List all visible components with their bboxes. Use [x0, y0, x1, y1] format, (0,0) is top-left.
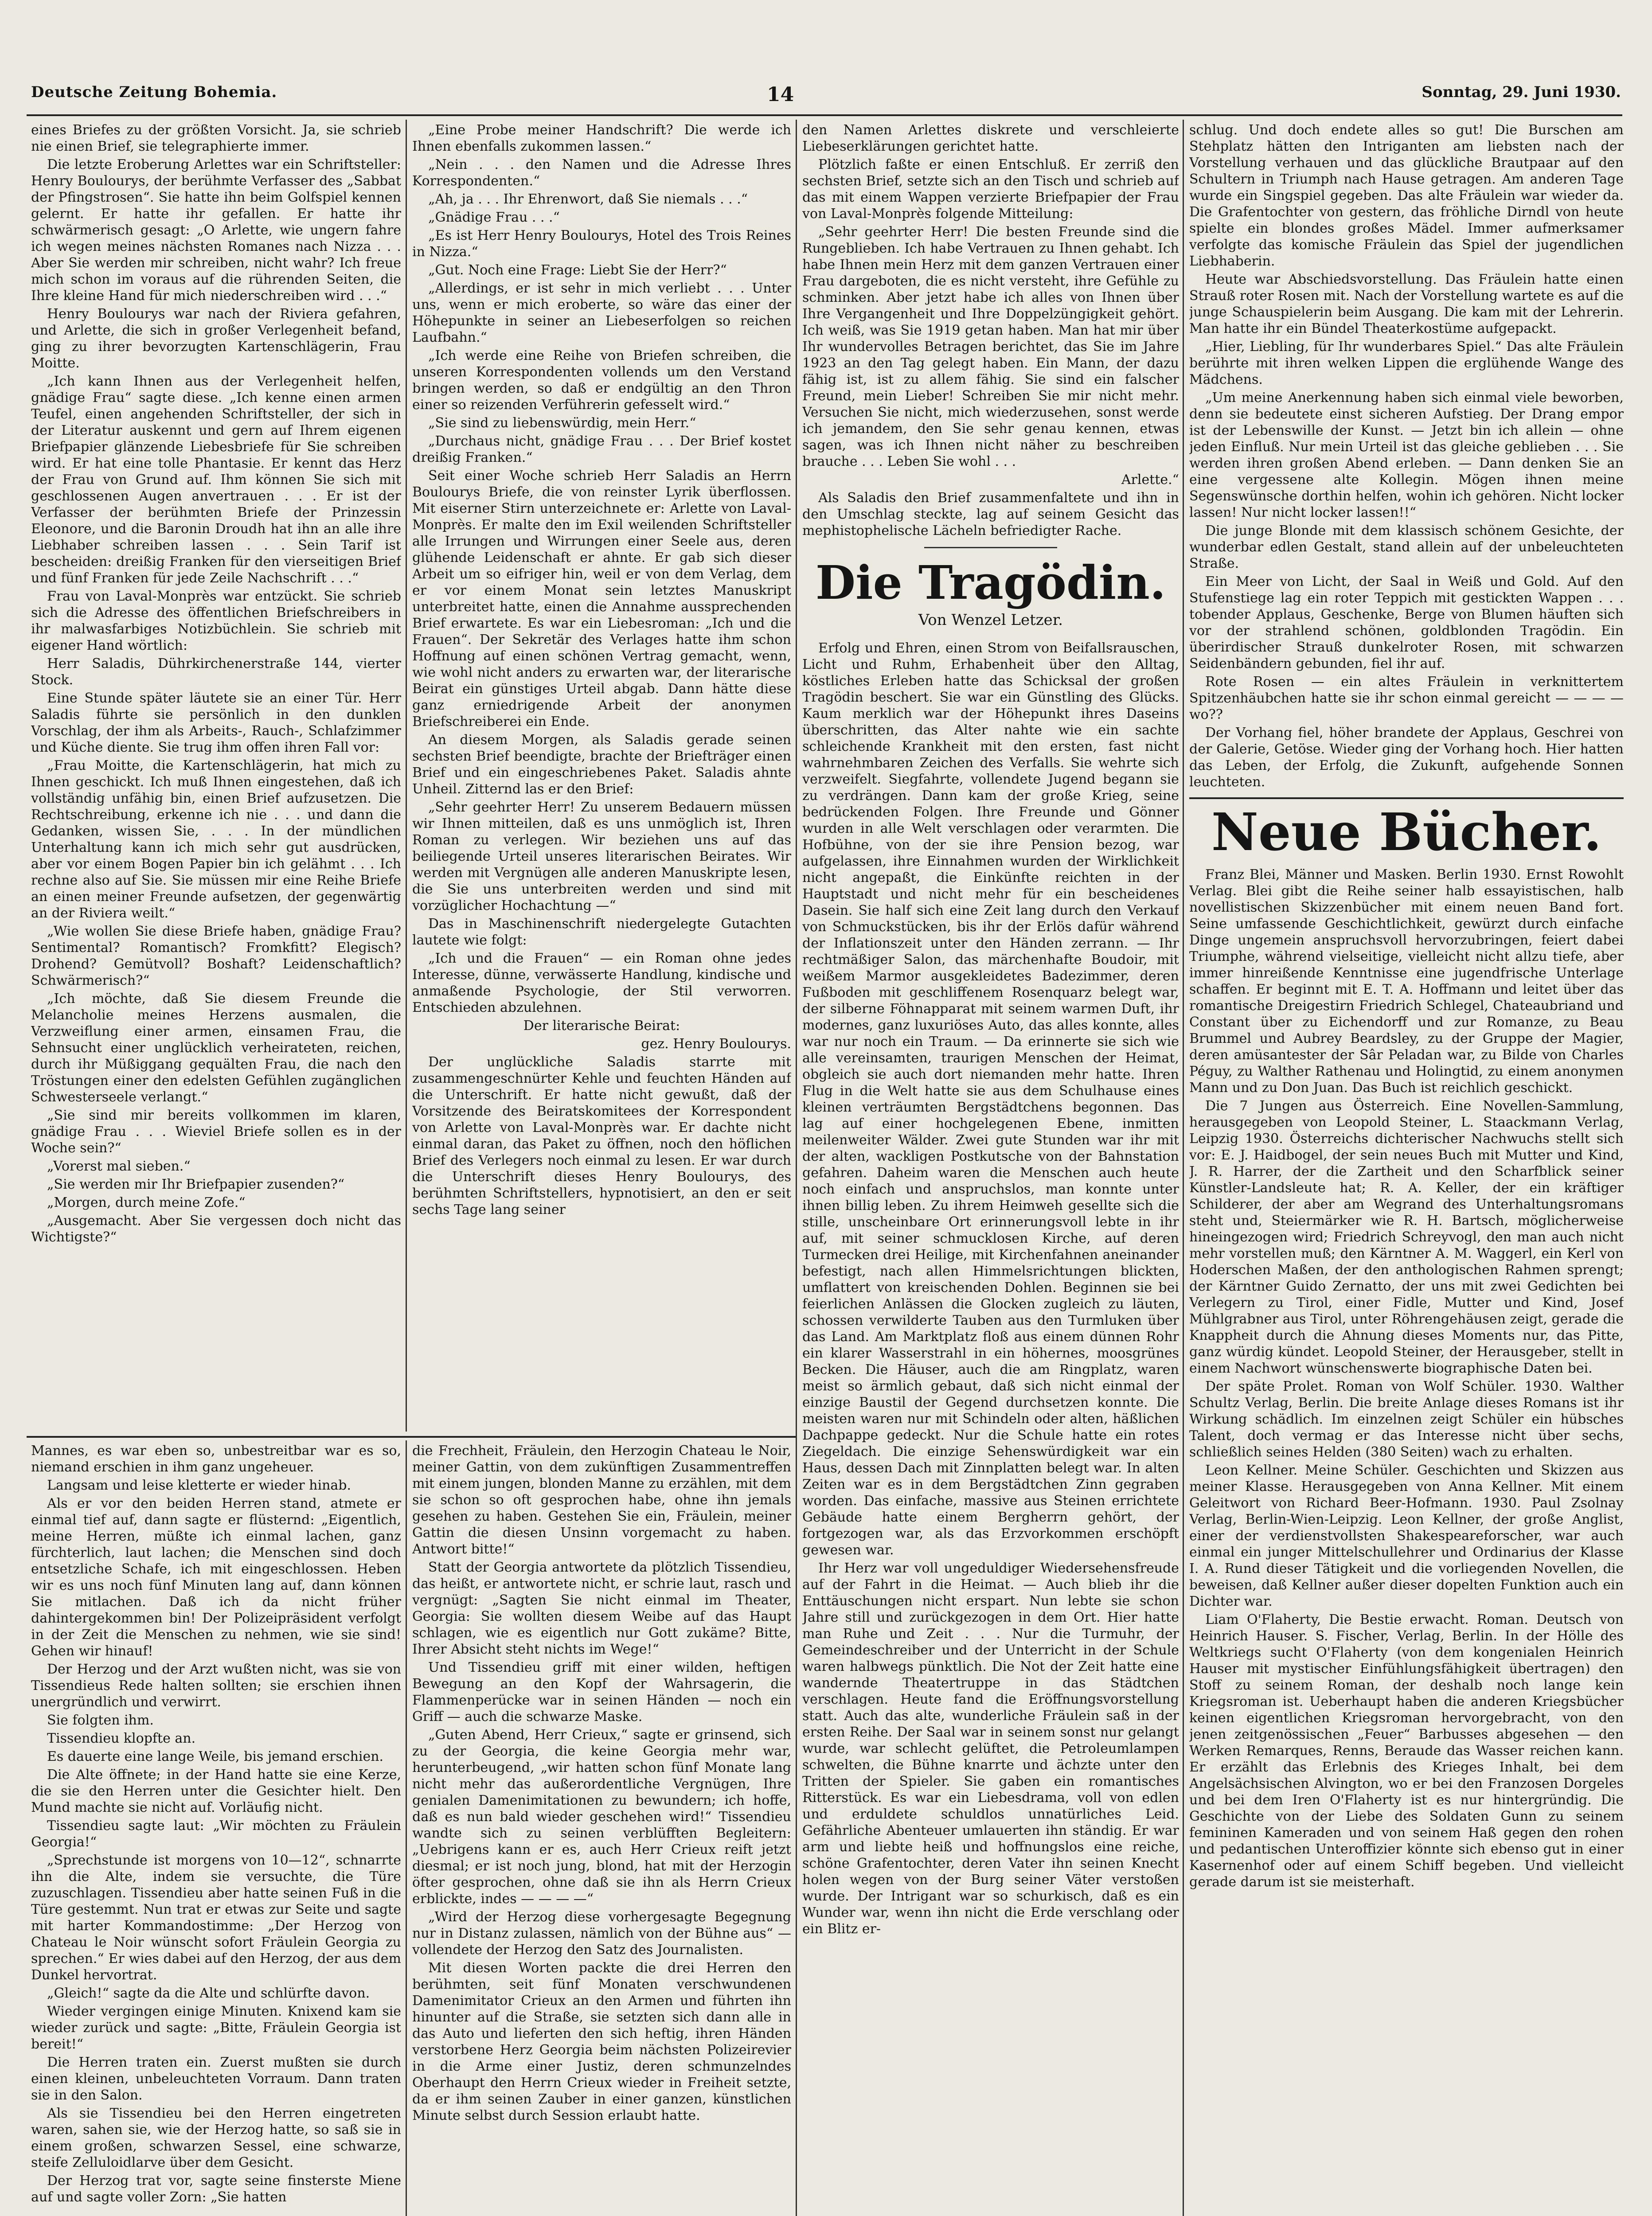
- paragraph: Ein Meer von Licht, der Saal in Weiß und Gold. Auf den Stufenstiege lag ein roter Teppich mit gestickten Wappen . . . tobender Applaus, Geschenke, Berge von Blumen häuften sich vor der strahlend schönen, goldblonden Tragödin. Ein überirdischer Strauß dunkelroter Rosen, mit schwarzen Seidenbändern gebunden, fiel ihr auf.: [1189, 574, 1624, 671]
- paragraph: „Nein . . . den Namen und die Adresse Ihres Korrespondenten.“: [412, 157, 791, 189]
- story-column-2: [412, 122, 791, 1432]
- paragraph: Rote Rosen — ein altes Fräulein in verknittertem Spitzenhäubchen hatte sie ihr schon einmal gereicht — — — — wo??: [1189, 674, 1624, 722]
- paragraph: Mannes, es war eben so, unbestreitbar war es so, niemand erschien in ihm ganz ungeheuer.: [31, 1443, 401, 1475]
- paragraph: Als Saladis den Brief zusammenfaltete und ihn in den Umschlag steckte, lag auf seinem Gesicht das mephistophelische Lächeln befriedigter Rache.: [802, 490, 1179, 538]
- story-column-3: [802, 122, 1179, 2216]
- paragraph: „Ah, ja . . . Ihr Ehrenwort, daß Sie niemals . . .“: [428, 191, 748, 207]
- paragraph: Frau von Laval-Monprès war entzückt. Sie schrieb sich die Adresse des öffentlichen Briefschreibers in ihr malwasfarbiges Notizbüchlein. Sie schrieb mit eigener Hand wörtlich:: [31, 589, 401, 653]
- paragraph: Sie folgten ihm.: [47, 1713, 154, 1728]
- masthead-title: Deutsche Zeitung Bohemia.: [31, 83, 277, 101]
- paragraph: Das in Maschinenschrift niedergelegte Gutachten lautete wie folgt:: [412, 916, 791, 948]
- paragraph: „Sie sind mir bereits vollkommen im klaren, gnädige Frau . . . Wieviel Briefe sollen es in der Woche sein?“: [31, 1108, 401, 1156]
- paragraph: Wieder vergingen einige Minuten. Knixend kam sie wieder zurück und sagte: „Bitte, Fräulein Georgia ist bereit!“: [31, 2004, 401, 2052]
- paragraph: den Namen Arlettes diskrete und verschleierte Liebeserklärungen gerichtet hatte.: [802, 122, 1179, 154]
- column-divider: [1183, 120, 1184, 2216]
- story-column-4: [1189, 122, 1624, 2216]
- paragraph: Der Herzog trat vor, sagte seine finsterste Miene auf und sagte voller Zorn: „Sie hatten: [31, 2173, 401, 2205]
- paragraph: Und Tissendieu griff mit einer wilden, heftigen Bewegung an den Kopf der Wahrsagerin, die Flammenperücke war in seinen Händen — noch ein Griff — auch die schwarze Maske.: [412, 1660, 791, 1724]
- paragraph: Heute war Abschiedsvorstellung. Das Fräulein hatte einen Strauß roter Rosen mit. Nach der Vorstellung wartete es auf die junge Schauspielerin beim Ausgang. Die kam mit der Lehrerin. Man hatte ihr ein Bündel Theaterkostüme aufgepackt.: [1189, 272, 1624, 336]
- paragraph: Erfolg und Ehren, einen Strom von Beifallsrauschen, Licht und Ruhm, Erhabenheit über den Alltag, köstliches Erleben hatte das Schicksal der großen Tragödin beschert. Sie war ein Günstling des Glücks. Kaum merklich war der Höhepunkt ihres Daseins überschritten, das Alter nahte wie ein sachte schleichende Krankheit mit den ersten, fast nicht wahrnehmbaren Zeichen des Verfalls. Sie wehrte sich verzweifelt. Siegfahrte, vollendete Jugend begann sie zu verdrängen. Dann kam der große Krieg, seine bedrückenden Folgen. Ihre Freunde und Gönner wurden in alle Welt verschlagen oder verarmten. Die Hofbühne, von der sie ihre Pension bezog, war aufgelassen, ihre Einnahmen wurden der Wirklichkeit nicht angepaßt, die Einkünfte reichten in der Hauptstadt und nicht mehr für ein bescheidenes Dasein. Sie half sich eine Zeit lang durch den Verkauf von Schmuckstücken, bis ihr der Erlös dafür während der Inflationszeit unter den Händen zerrann. — Ihr rechtmäßiger Salon, das märchenhafte Boudoir, mit weißem Marmor ausgekleidetes Badezimmer, deren Fußboden mit geschliffenem Rosenquarz belegt war, der silberne Föhnapparat mit seinem warmen Duft, ihr modernes, ganz luxuriöses Auto, das alles konnte, alles war nur noch ein Traum. — Da erinnerte sie sich wie alle vereinsamten, traurigen Menschen der Heimat, obgleich sie auch dort niemanden mehr hatte. Ihren Flug in die Welt hatte sie aus dem Schulhause eines kleinen verträumten Bergstädtchens begonnen. Das lag auf einer hochgelegenen Ebene, inmitten meilenweiter Wälder. Zwei gute Stunden war ihr mit der alten, wackligen Postkutsche von der Bahnstation gefahren. Daheim waren die Menschen auch heute noch einfach und anspruchslos, man konnte unter ihnen billig leben. Zu ihrem Heimweh gesellte sich die stille, unscheinbare Ort erinnerungsvoll lebte in ihr auf, mit seiner schmucklosen Kirche, auf deren Turmecken drei Heilige, mit Kirchenfahnen aneinander befestigt, nach allen Himmelsrichtungen blickten, umflattert von kreischenden Dohlen. Beginnen sie bei feierlichen Anlässen die Glocken zugleich zu läuten, schossen verwilderte Tauben aus den Turmluken über das Land. Am Marktplatz floß aus einem dünnen Rohr ein klarer Wasserstrahl in ein höhernes, moosgrünes Becken. Die Häuser, auch die am Ringplatz, waren meist so ärmlich gebaut, daß sich nicht einmal der einzige Baustil der Gegend durchsetzen konnte. Die meisten waren nur mit Schindeln oder alten, häßlichen Dachpappe gedeckt. Nur die Schule hatte ein rotes Ziegeldach. Die einzige Sehenswürdigkeit war ein Haus, dessen Dach mit Zinnplatten belegt war. In alten Zeiten war es in dem Bergstädtchen Zinn gegraben worden. Das einfache, massive aus Steinen errichtete Gebäude hatte einem Bergherrn gehört, der fortgezogen war, als das Erzvorkommen erschöpft gewesen war.: [802, 640, 1179, 1558]
- paragraph: „Es ist Herr Henry Boulourys, Hotel des Trois Reines in Nizza.“: [412, 228, 791, 260]
- paragraph: „Gut. Noch eine Frage: Liebt Sie der Herr?“: [428, 262, 727, 278]
- paragraph: Tissendieu sagte laut: „Wir möchten zu Fräulein Georgia!“: [31, 1818, 401, 1850]
- book-review: Liam O'Flaherty, Die Bestie erwacht. Roman. Deutsch von Heinrich Hauser. S. Fischer, Verlag, Berlin. In der Hölle des Weltkriegs sucht O'Flaherty (von dem kongenialen Heinrich Hauser mit mystischer Einfühlungsfähigkeit übertragen) den Stoff zu seinem Roman, der deshalb noch lange kein Kriegsroman ist. Ueberhaupt haben die anderen Kriegsbücher keinen eigentlichen Kriegsroman hervorgebracht, von den jenen zeitgenössischen „Feuer“ Barbusses abgesehen — den Werken Remarques, Renns, Beraude das Wasser reichen kann. Er erzählt das Erlebnis des Krieges Inhalt, bei dem Angelsächsischen Alvington, wo er bei den Franzosen Dorgeles und bei dem Iren O'Flaherty ist es nur hintergründig. Die Geschichte von der Liebe des Soldaten Gunn zu seinem femininen Kameraden und von seinem Haß gegen den rohen und pedantischen Unteroffizier könnte sich ebenso gut in einer Kasernenhof oder auf einem Schiff begeben. Und vielleicht gerade darum ist sie meisterhaft.: [1189, 1612, 1624, 1890]
- paragraph: „Sie werden mir Ihr Briefpapier zusenden?“: [47, 1177, 345, 1192]
- paragraph: „Ich kann Ihnen aus der Verlegenheit helfen, gnädige Frau“ sagte diese. „Ich kenne einen armen Teufel, einen angehenden Schriftsteller, der sich in der Literatur auskennt und gern auf Ihrem eigenen Briefpapier glänzende Liebesbriefe für Sie schreiben wird. Er hat eine tolle Phantasie. Er kennt das Herz der Frau von Grund auf. Ihm können Sie sich mit geschlossenen Augen anvertrauen . . . Er ist der Verfasser der berühmten Briefe der Prinzessin Eleonore, und die Baronin Droudh hat ihn an alle ihre Liebhaber schreiben lassen . . . Sein Tarif ist bescheiden: dreißig Franken für den vierseitigen Brief und fünf Franken für jede Zeile Nachschrift . . .“: [31, 374, 401, 586]
- paragraph: Die Herren traten ein. Zuerst mußten sie durch einen kleinen, unbeleuchteten Vorraum. Dann traten sie in den Salon.: [31, 2055, 401, 2103]
- paragraph: Plötzlich faßte er einen Entschluß. Er zerriß den sechsten Brief, setzte sich an den Tisch und schrieb auf das mit einem Wappen verzierte Briefpapier der Frau von Laval-Monprès folgende Mitteilung:: [802, 157, 1179, 222]
- book-review: Franz Blei, Männer und Masken. Berlin 1930. Ernst Rowohlt Verlag. Blei gibt die Reihe seiner halb essayistischen, halb novellistischen Skizzenbücher mit einem neuen Band fort. Seine umfassende Geschichtlichkeit, gewürzt durch einfache Dinge ungemein anspruchsvoll hervorzubringen, feiert dabei Triumphe, während vielseitige, vielleicht nicht allzu tiefe, aber immer hinreißende Kenntnisse eine jugendfrische Unterlage schaffen. Er beginnt mit E. T. A. Hoffmann und leitet über das romantische Dreigestirn Friedrich Schlegel, Chateaubriand und Constant über zu Eichendorff und zur Romanze, zu Beau Brummel und Aubrey Beardsley, zu der Gruppe der Magier, deren amüsantester der Sâr Peladan war, zu Bilde von Charles Péguy, zu Walther Rathenau und Holingtid, zu einem anonymen Mann und zu Don Juan. Das Buch ist reichlich geschickt.: [1189, 867, 1624, 1096]
- paragraph: Eine Stunde später läutete sie an einer Tür. Herr Saladis führte sie persönlich in den dunklen Vorschlag, der ihm als Arbeits-, Rauch-, Schlafzimmer und Küche diente. Sie trug ihm offen ihren Fall vor:: [31, 691, 401, 755]
- paragraph: „Sehr geehrter Herr! Zu unserem Bedauern müssen wir Ihnen mitteilen, daß es uns unmöglich ist, Ihren Roman zu verlegen. Wir beziehen uns auf das beiliegende Urteil unseres literarischen Beirates. Wir werden mit Vergnügen alle anderen Manuskripte lesen, die Sie uns unterbreiten werden und sind mit vorzüglicher Hochachtung —“: [412, 800, 791, 913]
- section-title: Neue Bücher.: [1211, 802, 1602, 862]
- paragraph: Als er vor den beiden Herren stand, atmete er einmal tief auf, dann sagte er flüsternd: „Eigentlich, meine Herren, müßte ich einmal lachen, ganz fürchterlich, laut lachen; die Menschen sind doch entsetzliche Schafe, ich mit eingeschlossen. Heben wir es uns noch fünf Minuten lang auf, dann können Sie mitlachen. Daß ich da nicht früher dahintergekommen bin! Der Polizeipräsident verfolgt in der Zeit die Menschen zu nehmen, wie sie sind! Gehen wir hinauf!: [31, 1496, 401, 1659]
- page-number: 14: [767, 83, 794, 106]
- paragraph: „Ausgemacht. Aber Sie vergessen doch nicht das Wichtigste?“: [31, 1213, 401, 1245]
- book-review: Die 7 Jungen aus Österreich. Eine Novellen-Sammlung, herausgegeben von Leopold Steiner, L. Staackmann Verlag, Leipzig 1930. Österreichs dichterischer Nachwuchs stellt sich vor: E. J. Haidbogel, der sein neues Buch mit Mutter und Kind, J. R. Harrer, der die Zartheit und den Scharfblick seiner Künstler-Landsleute hat; R. A. Keller, der ein kräftiger Schilderer, der aber am Wegrand des Unterhaltungsromans steht und, Steiermärker wie R. H. Bartsch, möglicherweise hineingezogen wird; Friedrich Schreyvogl, den man auch nicht mehr vorstellen muß; den Kärntner A. M. Waggerl, ein Kerl von Hoderschen Maßen, der den anthologischen Rahmen sprengt; der Kärntner Guido Zernatto, der uns mit zwei Gedichten bei Verlegern zu Tirol, einer Fidle, Mutter und Kind, Josef Mühlgrabner aus Tirol, unter Röhrengehäusen zeigt, gerade die Knappheit durch die Ahnung dieses Moments nur, das Pitte, ganz würdig kündet. Leopold Steiner, der Herausgeber, stellt in einem Nachwort wünschenswerte biographische Daten bei.: [1189, 1098, 1624, 1376]
- feuilleton-column-1: [31, 1443, 401, 2216]
- paragraph: Es dauerte eine lange Weile, bis jemand erschien.: [47, 1749, 384, 1764]
- paragraph: „Ich werde eine Reihe von Briefen schreiben, die unseren Korrespondenten vollends um den Verstand bringen werden, so daß er endgültig an den Thron einer so reizenden Verführerin gefesselt wird.“: [412, 348, 791, 413]
- column-divider: [406, 120, 407, 1432]
- feuilleton-rule: [27, 1436, 796, 1438]
- paragraph: „Guten Abend, Herr Crieux,“ sagte er grinsend, sich zu der Georgia, die keine Georgia mehr war, herunterbeugend, „wir hatten schon fünf Monate lang nicht mehr das außerordentliche Vergnügen, Ihre genialen Damenimitationen zu bewundern; ich hoffe, daß es nun bald wieder geschehen wird!“ Tissendieu wandte sich zu seinen verblüfften Begleitern: „Uebrigens kann er es, auch Herr Crieux reift jetzt diesmal; er ist noch jung, blond, hat mit der Herzogin öfter gesprochen, ohne daß sie ihn als Herrn Crieux erblickte, indes — — — —“: [412, 1727, 791, 1907]
- feuilleton-column-2: [412, 1443, 791, 2216]
- paragraph: „Wird der Herzog diese vorhergesagte Begegnung nur in Distanz zulassen, nämlich von der Bühne aus“ — vollendete der Herzog den Satz des Journalisten.: [412, 1909, 791, 1958]
- paragraph: Die letzte Eroberung Arlettes war ein Schriftsteller: Henry Boulourys, der berühmte Verfasser des „Sabbat der Pfingstrosen“. Sie hatte ihn beim Golfspiel kennen gelernt. Er hatte ihr gefallen. Er hatte ihr schwärmerisch gesagt: „O Arlette, wie ungern fahre ich wegen meines nächsten Romanes nach Nizza . . . Aber Sie werden mir schreiben, nicht wahr? Ich freue mich schon im voraus auf die rührenden Seiten, die Ihre kleine Hand für mich niederschreiben wird . . .“: [31, 157, 401, 304]
- section-rule: [1189, 797, 1624, 799]
- paragraph: „Ich möchte, daß Sie diesem Freunde die Melancholie meines Herzens ausmalen, die Verzweiflung einer armen, einsamen Frau, die Sehnsucht einer unglücklich verheirateten, reichen, durch ihr Müßiggang gequälten Frau, die nach den Tröstungen einer den edelsten Gefühlen zugänglichen Schwesterseele verlangt.“: [31, 991, 401, 1105]
- paragraph: Langsam und leise kletterte er wieder hinab.: [47, 1478, 351, 1493]
- paragraph: An diesem Morgen, als Saladis gerade seinen sechsten Brief beendigte, brachte der Briefträger einen Brief und ein eingeschriebenes Paket. Saladis ahnte Unheil. Zitternd las er den Brief:: [412, 732, 791, 797]
- paragraph: Tissendieu klopfte an.: [47, 1731, 196, 1746]
- paragraph: „Ich und die Frauen“ — ein Roman ohne jedes Interesse, dünne, verwässerte Handlung, kindische und anmaßende Psychologie, der Stil verworren. Entschieden abzulehnen.: [412, 951, 791, 1015]
- story-column-1: [31, 122, 401, 1432]
- paragraph: „Wie wollen Sie diese Briefe haben, gnädige Frau? Sentimental? Romantisch? Fromkfitt? Elegisch? Drohend? Gemütvoll? Boshaft? Leidenschaftlich? Schwärmerisch?“: [31, 924, 401, 988]
- signature: Arlette.“: [1121, 472, 1179, 488]
- paragraph: „Sehr geehrter Herr! Die besten Freunde sind die Rungeblieben. Ich habe Vertrauen zu Ihnen gehabt. Ich habe Ihnen mein Herz mit dem ganzen Vertrauen einer Frau dargeboten, die es nicht versteht, ihre Gefühle zu schminken. Aber jetzt habe ich alles von Ihnen über Ihre Vergangenheit und Ihre Doppelzüngigkeit gehört. Ich weiß, was Sie 1919 getan haben. Man hat mir über Ihr wundervolles Betragen berichtet, das Sie im Jahre 1923 an den Tag gelegt haben. Ein Mann, der dazu fähig ist, ist zu allem fähig. Sie sind ein falscher Freund, mein Lieber! Schreiben Sie mir nicht mehr. Versuchen Sie nicht, mich wiederzusehen, sonst werde ich jemandem, den Sie sehr genau kennen, etwas sagen, was ich Ihnen nicht näher zu beschreiben brauche . . . Leben Sie wohl . . .: [802, 224, 1179, 469]
- paragraph: „Vorerst mal sieben.“: [47, 1159, 191, 1174]
- paragraph: eines Briefes zu der größten Vorsicht. Ja, sie schrieb nie einen Brief, sie telegraphierte immer.: [31, 122, 401, 154]
- paragraph: „Gnädige Frau . . .“: [428, 210, 560, 225]
- header-rule: [27, 114, 1622, 116]
- paragraph: Henry Boulourys war nach der Riviera gefahren, und Arlette, die sich in großer Verlegenheit befand, ging zu ihrer bevorzugten Kartenschlägerin, Frau Moitte.: [31, 306, 401, 371]
- column-divider: [406, 1440, 407, 2216]
- paragraph: „Sie sind zu liebenswürdig, mein Herr.“: [428, 415, 696, 431]
- paragraph: Seit einer Woche schrieb Herr Saladis an Herrn Boulourys Briefe, die von reinster Lyrik überflossen. Mit eiserner Stirn unterzeichnete er: Arlette von Laval-Monprès. Er malte den im Exil weilenden Schriftsteller alle Irrungen und Wirrungen einer Seele aus, deren glühende Leidenschaft er ahnte. Er gab sich dieser Arbeit um so eifriger hin, weil er von dem Verlag, dem er vor einem Monat sein letztes Manuskript unterbreitet hatte, einen die Annahme aussprechenden Brief erwartete. Es war ein Liebesroman: „Ich und die Frauen“. Der Sekretär des Verlages hatte ihm schon Hoffnung auf einen schönen Vertrag gemacht, wenn, wie wohl nicht anders zu erwarten war, der literarische Beirat ein günstiges Urteil abgab. Dann hätte diese ganz erniedrigende Arbeit der anonymen Briefschreiberei ein Ende.: [412, 468, 791, 730]
- paragraph: „Frau Moitte, die Kartenschlägerin, hat mich zu Ihnen geschickt. Ich muß Ihnen eingestehen, daß ich vollständig unfähig bin, einen Brief aufzusetzen. Die Rechtschreibung, erkenne ich nie . . . und dann die Gedanken, wissen Sie, . . . In der mündlichen Unterhaltung kann ich mich sehr gut ausdrücken, aber vor einem Bogen Papier bin ich gelähmt . . . Ich rechne also auf Sie. Sie müssen mir eine Reihe Briefe an einen meiner Freunde aufsetzen, der gegenwärtig an der Riviera weilt.“: [31, 758, 401, 921]
- issue-date: Sonntag, 29. Juni 1930.: [1422, 83, 1621, 101]
- paragraph: „Durchaus nicht, gnädige Frau . . . Der Brief kostet dreißig Franken.“: [412, 433, 791, 465]
- paragraph: Mit diesen Worten packte die drei Herren den berühmten, seit fünf Monaten verschwundenen Damenimitator Crieux an den Armen und führten ihn hinunter auf die Straße, sie setzten sich dann alle in das Auto und lieferten den sich heftig, ihren Händen verstorbene Herz Georgia beim nächsten Polizeirevier in die Arme einer Justiz, deren schmunzelndes Oberhaupt den Herrn Crieux wieder in Freiheit setzte, da er ihm seinen Zauber in einer ganzen, künstlichen Minute selbst durch Session erlaubt hatte.: [412, 1960, 791, 2123]
- paragraph: „Gleich!“ sagte da die Alte und schlürfte davon.: [47, 1986, 370, 2001]
- paragraph: „Um meine Anerkennung haben sich einmal viele beworben, denn sie bedeutete einst sicheren Aufstieg. Der Drang empor ist der Lebenswille der Kunst. — Jetzt bin ich allein — ohne jeden Einfluß. Nur mein Urteil ist das gleiche geblieben . . . Sie werden ihren großen Abend erleben. — Dann denken Sie an eine vergessene alte Kollegin. Mögen ihnen meine Segenswünsche dorthin helfen, wohin ich gehören. Nicht locker lassen! Nur nicht locker lassen!!“: [1189, 390, 1624, 520]
- paragraph: schlug. Und doch endete alles so gut! Die Burschen am Stehplatz hätten den Intriganten am liebsten nach der Vorstellung verhauen und das glückliche Brautpaar auf den Schultern in Triumph nach Hause getragen. Am anderen Tage wurde ein Singspiel gegeben. Das alte Fräulein war wieder da. Die Grafentochter von gestern, das fröhliche Dirndl von heute spielte ein blondes großes Mädel. Immer aufmerksamer verfolgte das komische Fräulein das Spiel der jugendlichen Liebhaberin.: [1189, 122, 1624, 269]
- paragraph: Die junge Blonde mit dem klassisch schönem Gesichte, der wunderbar edlen Gestalt, stand allein auf der unbeleuchteten Straße.: [1189, 523, 1624, 571]
- paragraph: „Eine Probe meiner Handschrift? Die werde ich Ihnen ebenfalls zukommen lassen.“: [412, 122, 791, 154]
- section-rule: [924, 547, 1057, 548]
- paragraph: Der Herzog und der Arzt wußten nicht, was sie von Tissendieus Rede halten sollten; sie erschien ihnen unergründlich und verwirrt.: [31, 1662, 401, 1710]
- column-divider: [796, 120, 797, 2216]
- signature-heading: Der literarische Beirat:: [523, 1018, 680, 1034]
- paragraph: „Allerdings, er ist sehr in mich verliebt . . . Unter uns, wenn er mich eroberte, so wäre das einer der Höhepunkte in seiner an Liebeserfolgen so reichen Laufbahn.“: [412, 281, 791, 345]
- paragraph: „Morgen, durch meine Zofe.“: [47, 1195, 246, 1210]
- paragraph: Statt der Georgia antwortete da plötzlich Tissendieu, das heißt, er antwortete nicht, er schrie laut, rasch und vergnügt: „Sagten Sie nicht einmal im Theater, Georgia: Sie wollten diesem Weibe auf das Haupt schlagen, wie es eigentlich nur Gott zukäme? Bitte, Ihrer Absicht steht nichts im Wege!“: [412, 1560, 791, 1657]
- book-review: Leon Kellner. Meine Schüler. Geschichten und Skizzen aus meiner Klasse. Herausgegeben von Anna Kellner. Mit einem Geleitwort von Richard Beer-Hofmann. 1930. Paul Zsolnay Verlag, Berlin-Wien-Leipzig. Leon Kellner, der große Anglist, einer der verdienstvollsten Shakespeareforscher, war auch einmal ein junger Mittelschullehrer und Ordinarius der Klasse I. A. Rund dieser Tätigkeit und die vorliegenden Novellen, die beweisen, daß Kellner außer dieser dopelten Funktion auch ein Dichter war.: [1189, 1463, 1624, 1609]
- story-title: Die Tragödin.: [815, 555, 1166, 610]
- paragraph: „Hier, Liebling, für Ihr wunderbares Spiel.“ Das alte Fräulein berührte mit ihren welken Lippen die erglühende Wange des Mädchens.: [1189, 339, 1624, 387]
- paragraph: „Sprechstunde ist morgens von 10—12“, schnarrte ihn die Alte, indem sie versuchte, die Türe zuzuschlagen. Tissendieu aber hatte seinen Fuß in die Türe gestemmt. Nun trat er etwas zur Seite und sagte mit harter Kommandostimme: „Der Herzog von Chateau le Noir wünscht sofort Fräulein Georgia zu sprechen.“ Er wies dabei auf den Herzog, der aus dem Dunkel hervortrat.: [31, 1853, 401, 1983]
- book-review: Der späte Prolet. Roman von Wolf Schüler. 1930. Walther Schultz Verlag, Berlin. Die breite Anlage dieses Romans ist ihr Wirkung schädlich. Im einzelnen zeigt Schüler ein hübsches Talent, doch vermag er das Interesse nicht über sechs, schließlich seines Helden (380 Seiten) wach zu erhalten.: [1189, 1379, 1624, 1460]
- signature: gez. Henry Boulourys.: [641, 1036, 791, 1052]
- paragraph: Der Vorhang fiel, höher brandete der Applaus, Geschrei von der Galerie, Getöse. Wieder ging der Vorhang hoch. Hier hatten das Leben, der Erfolg, die Zukunft, aufgehende Sonnen leuchteten.: [1189, 725, 1624, 790]
- paragraph: die Frechheit, Fräulein, den Herzogin Chateau le Noir, meiner Gattin, von dem zukünftigen Zusammentreffen mit einem jungen, blonden Manne zu erzählen, mit dem sie schon so oft gesprochen habe, ohne ihn jemals gesehen zu haben. Gestehen Sie ein, Fräulein, meiner Gattin die diesen Unsinn vorgemacht zu haben. Antwort bitte!“: [412, 1443, 791, 1557]
- story-author: Von Wenzel Letzer.: [918, 611, 1063, 629]
- paragraph: Als sie Tissendieu bei den Herren eingetreten waren, sahen sie, wie der Herzog hatte, so saß sie in einem großen, schwarzen Sessel, eine schwarze, steife Zelluloidlarve über dem Gesicht.: [31, 2106, 401, 2170]
- paragraph: Ihr Herz war voll ungeduldiger Wiedersehensfreude auf der Fahrt in die Heimat. — Auch blieb ihr die Enttäuschungen nicht erspart. Nun lebte sie schon Jahre still und zurückgezogen in dem Ort. Hier hatte man Ruhe und Zeit . . . Nur die Turmuhr, der Gemeindeschreiber und der Unterricht in der Schule waren halbwegs pünktlich. Die Not der Zeit hatte eine wandernde Theatertruppe in das Städtchen verschlagen. Heute fand die Eröffnungsvorstellung statt. Auch das alte, wunderliche Fräulein saß in der ersten Reihe. Der Saal war in seinem sonst nur gelangt wurde, war schlecht gelüftet, die Petroleumlampen schwelten, die Bühne knarrte und ächzte unter den Tritten der Spieler. Sie gaben ein romantisches Ritterstück. Es war ein Liebesdrama, voll von edlen und erduldete schuldlos unnatürliches Leid. Gefährliche Abenteuer umlauerten ihn ständig. Er war arm und liebte heiß und hoffnungslos eine reiche, schöne Grafentochter, deren Vater ihn seinen Knecht holen wegen von der Burg seiner Väter verstoßen wurde. Der Intrigant war so schurkisch, daß es ein Wunder war, wenn ihn nicht die Erde verschlang oder ein Blitz er-: [802, 1561, 1179, 1937]
- paragraph: Der unglückliche Saladis starrte mit zusammengeschnürter Kehle und feuchten Händen auf die Unterschrift. Er hatte nicht gewußt, daß der Vorsitzende des Beiratskomitees der Korrespondent von Arlette von Laval-Monprès war. Er dachte nicht einmal daran, das Paket zu öffnen, noch den höflichen Brief des Verlegers noch einmal zu lesen. Er war durch die Unterschrift dieses Henry Boulourys, des berühmten Schriftstellers, hypnotisiert, an den er seit sechs Tage lang seiner: [412, 1054, 791, 1217]
- paragraph: Herr Saladis, Dührkirchenerstraße 144, vierter Stock.: [31, 656, 401, 688]
- paragraph: Die Alte öffnete; in der Hand hatte sie eine Kerze, die sie den Herren unter die Gesichter hielt. Den Mund machte sie nicht auf. Vorläufig nicht.: [31, 1767, 401, 1815]
